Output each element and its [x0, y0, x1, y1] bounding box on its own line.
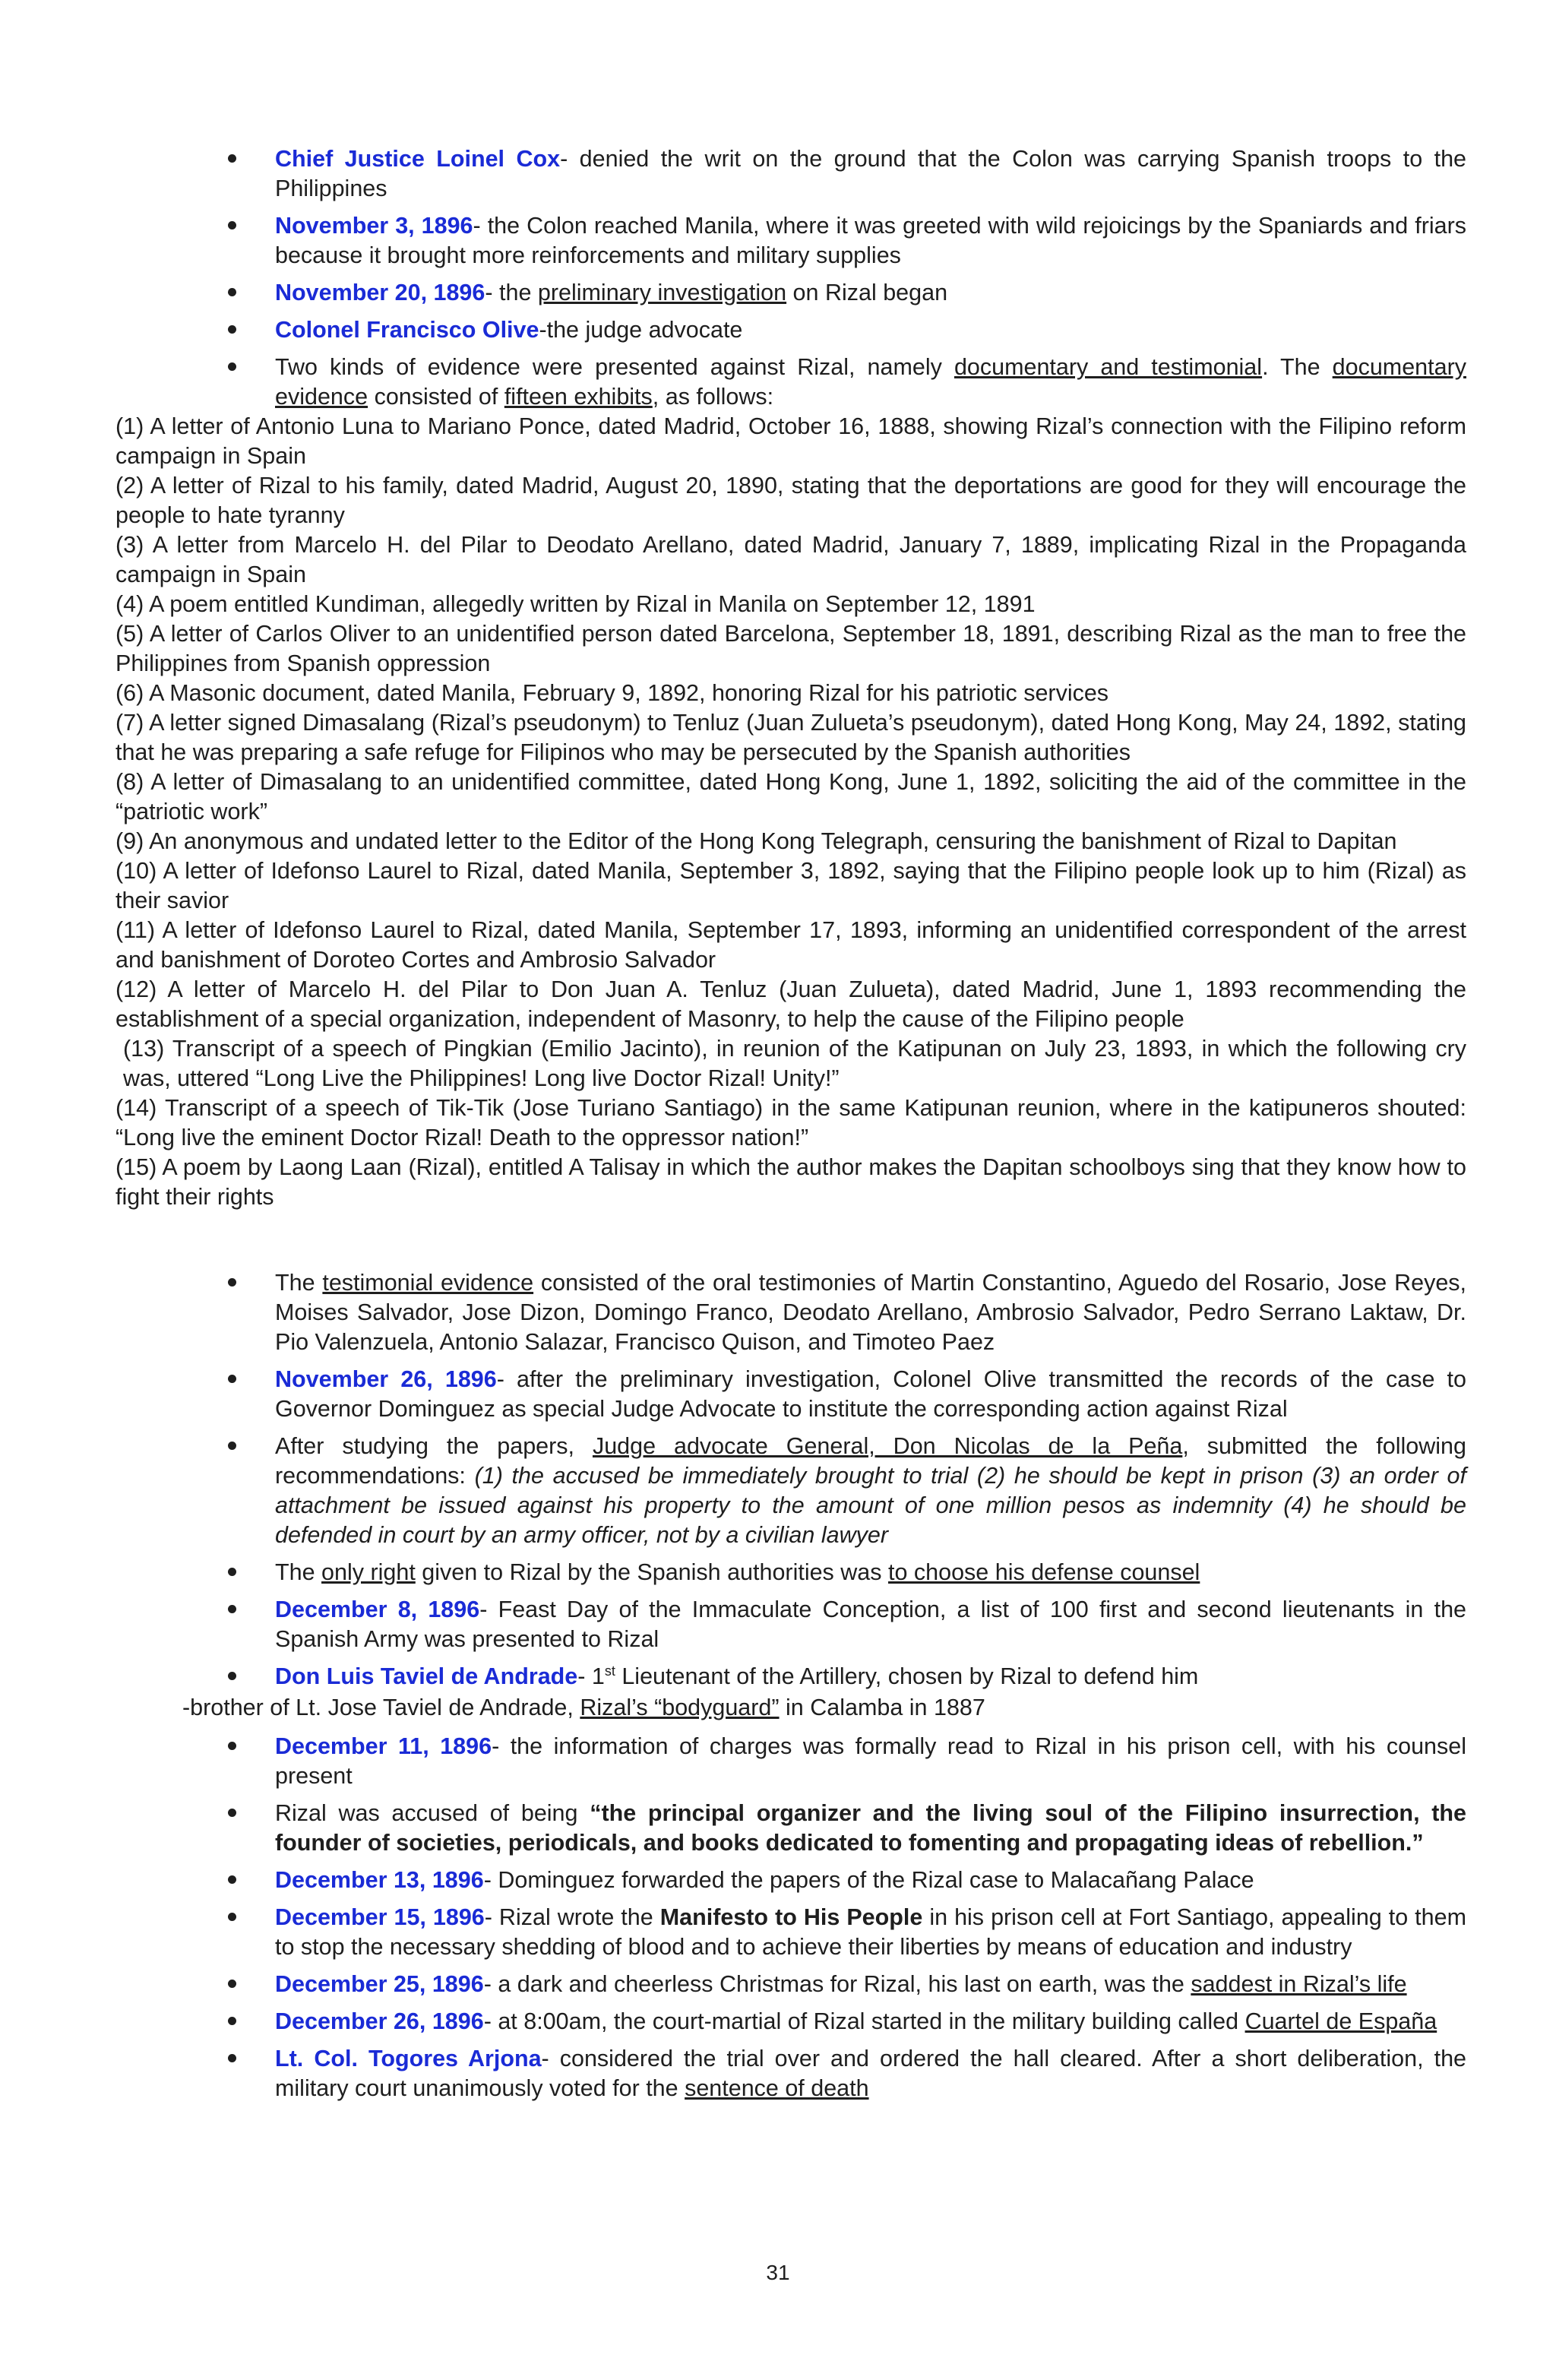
- bullet-lead: Colonel Francisco Olive: [275, 317, 539, 343]
- bullet-lead: December 26, 1896: [275, 2008, 484, 2034]
- list-item: November 26, 1896- after the preliminary investigation, Colonel Olive transmitted the records of the case to Governor Dominguez as special Judge Advocate to institute the corresponding action against Rizal: [228, 1365, 1466, 1424]
- exhibit-item: (10) A letter of Idefonso Laurel to Rizal, dated Manila, September 3, 1892, saying that the Filipino people look up to him (Rizal) as their savior: [115, 858, 1466, 913]
- list-item: Don Luis Taviel de Andrade- 1st Lieutenant of the Artillery, chosen by Rizal to defend him: [228, 1662, 1466, 1692]
- list-item: December 11, 1896- the information of charges was formally read to Rizal in his prison cell, with his counsel present: [228, 1732, 1466, 1791]
- list-item: November 3, 1896- the Colon reached Manila, where it was greeted with wild rejoicings by the Spaniards and friars because it brought more reinforcements and military supplies: [228, 211, 1466, 271]
- list-item: December 8, 1896- Feast Day of the Immaculate Conception, a list of 100 first and second lieutenants in the Spanish Army was presented to Rizal: [228, 1595, 1466, 1654]
- list-item: Two kinds of evidence were presented against Rizal, namely documentary and testimonial. The documentary evidence consisted of fifteen exhibits, as follows:: [228, 353, 1466, 412]
- exhibit-item: (3) A letter from Marcelo H. del Pilar to Deodato Arellano, dated Madrid, January 7, 1889, implicating Rizal in the Propaganda campaign in Spain: [115, 532, 1466, 587]
- list-item: Rizal was accused of being “the principal organizer and the living soul of the Filipino insurrection, the founder of societies, periodicals, and books dedicated to fomenting and propagating ideas of rebellion.”: [228, 1799, 1466, 1858]
- list-item: December 15, 1896- Rizal wrote the Manifesto to His People in his prison cell at Fort Santiago, appealing to them to stop the necessary shedding of blood and to achieve their liberties by means of education and industry: [228, 1903, 1466, 1962]
- list-item: Colonel Francisco Olive-the judge advocate: [228, 315, 1466, 345]
- top-bullet-list: [228, 144, 1466, 419]
- exhibit-item: (14) Transcript of a speech of Tik-Tik (Jose Turiano Santiago) in the same Katipunan reunion, where in the katipuneros shouted: “Long live the eminent Doctor Rizal! Death to the oppressor nation!”: [115, 1095, 1466, 1150]
- list-item: November 20, 1896- the preliminary investigation on Rizal began: [228, 278, 1466, 308]
- exhibit-item: (12) A letter of Marcelo H. del Pilar to Don Juan A. Tenluz (Juan Zulueta), dated Madrid, June 1, 1893 recommending the establishment of a special organization, independent of Masonry, to help the cause of the Filipino people: [115, 976, 1466, 1032]
- exhibit-item: (4) A poem entitled Kundiman, allegedly written by Rizal in Manila on September 12, 1891: [115, 591, 1036, 617]
- exhibit-item: (15) A poem by Laong Laan (Rizal), entitled A Talisay in which the author makes the Dapitan schoolboys sing that they know how to fight their rights: [115, 1154, 1466, 1210]
- bullet-lead: December 13, 1896: [275, 1867, 484, 1893]
- list-item: The testimonial evidence consisted of the oral testimonies of Martin Constantino, Aguedo del Rosario, Jose Reyes, Moises Salvador, Jose Dizon, Domingo Franco, Deodato Arellano, Ambrosio Salvador, Pedro Serrano Laktaw, Dr. Pio Valenzuela, Antonio Salazar, Francisco Quison, and Timoteo Paez: [228, 1268, 1466, 1357]
- bullet-lead: November 20, 1896: [275, 280, 485, 305]
- bullet-lead: December 11, 1896: [275, 1733, 492, 1759]
- exhibit-item: (7) A letter signed Dimasalang (Rizal’s pseudonym) to Tenluz (Juan Zulueta’s pseudonym), dated Hong Kong, May 24, 1892, stating that he was preparing a safe refuge for Filipinos who may be persecuted by the Spanish authorities: [115, 710, 1466, 765]
- page-number: 31: [766, 2261, 790, 2284]
- exhibit-list: [115, 412, 1466, 1212]
- exhibit-item: (11) A letter of Idefonso Laurel to Rizal, dated Manila, September 17, 1893, informing an unidentified correspondent of the arrest and banishment of Doroteo Cortes and Ambrosio Salvador: [115, 917, 1466, 973]
- list-item: The only right given to Rizal by the Spanish authorities was to choose his defense counsel: [228, 1558, 1466, 1587]
- exhibit-item: (1) A letter of Antonio Luna to Mariano Ponce, dated Madrid, October 16, 1888, showing Rizal’s connection with the Filipino reform campaign in Spain: [115, 413, 1466, 469]
- exhibit-item: (6) A Masonic document, dated Manila, February 9, 1892, honoring Rizal for his patriotic services: [115, 680, 1109, 706]
- bullet-lead: December 15, 1896: [275, 1904, 485, 1930]
- bullet-lead: November 3, 1896: [275, 213, 473, 239]
- list-item: December 26, 1896- at 8:00am, the court-martial of Rizal started in the military building called Cuartel de España: [228, 2007, 1466, 2037]
- exhibit-item: (9) An anonymous and undated letter to the Editor of the Hong Kong Telegraph, censuring the banishment of Rizal to Dapitan: [115, 828, 1397, 854]
- bullet-lead: Chief Justice Loinel Cox: [275, 146, 561, 172]
- list-item: December 25, 1896- a dark and cheerless Christmas for Rizal, his last on earth, was the saddest in Rizal’s life: [228, 1970, 1466, 1999]
- list-item: After studying the papers, Judge advocate General, Don Nicolas de la Peña, submitted the following recommendations: (1) the accused be immediately brought to trial (2) he should be kept in prison (3) an order of attachment be issued against his property to the amount of one million pesos as indemnity (4) he should be defended in court by an army officer, not by a civilian lawyer: [228, 1432, 1466, 1550]
- exhibit-item: (8) A letter of Dimasalang to an unidentified committee, dated Hong Kong, June 1, 1892, soliciting the aid of the committee in the “patriotic work”: [115, 769, 1466, 824]
- bullet-lead: Lt. Col. Togores Arjona: [275, 2046, 542, 2071]
- bullet-lead: November 26, 1896: [275, 1366, 497, 1392]
- list-item: Chief Justice Loinel Cox- denied the writ on the ground that the Colon was carrying Spanish troops to the Philippines: [228, 144, 1466, 204]
- bullet-lead: Don Luis Taviel de Andrade: [275, 1663, 578, 1689]
- bullet-lead: December 8, 1896: [275, 1597, 480, 1622]
- exhibit-item: (5) A letter of Carlos Oliver to an unidentified person dated Barcelona, September 18, 1891, describing Rizal as the man to free the Philippines from Spanish oppression: [115, 621, 1466, 676]
- andrade-subline: -brother of Lt. Jose Taviel de Andrade, Rizal’s “bodyguard” in Calamba in 1887: [182, 1695, 985, 1720]
- list-item: Lt. Col. Togores Arjona- considered the trial over and ordered the hall cleared. After a short deliberation, the military court unanimously voted for the sentence of death: [228, 2044, 1466, 2103]
- exhibit-item: (2) A letter of Rizal to his family, dated Madrid, August 20, 1890, stating that the deportations are good for they will encourage the people to hate tyranny: [115, 473, 1466, 528]
- exhibit-item: (13) Transcript of a speech of Pingkian (Emilio Jacinto), in reunion of the Katipunan on July 23, 1893, in which the following cry was, uttered “Long Live the Philippines! Long live Doctor Rizal! Unity!”: [123, 1036, 1466, 1091]
- bottom-bullet-list: [182, 1268, 1467, 2111]
- bullet-lead: December 25, 1896: [275, 1971, 484, 1997]
- list-item: December 13, 1896- Dominguez forwarded the papers of the Rizal case to Malacañang Palace: [228, 1866, 1466, 1895]
